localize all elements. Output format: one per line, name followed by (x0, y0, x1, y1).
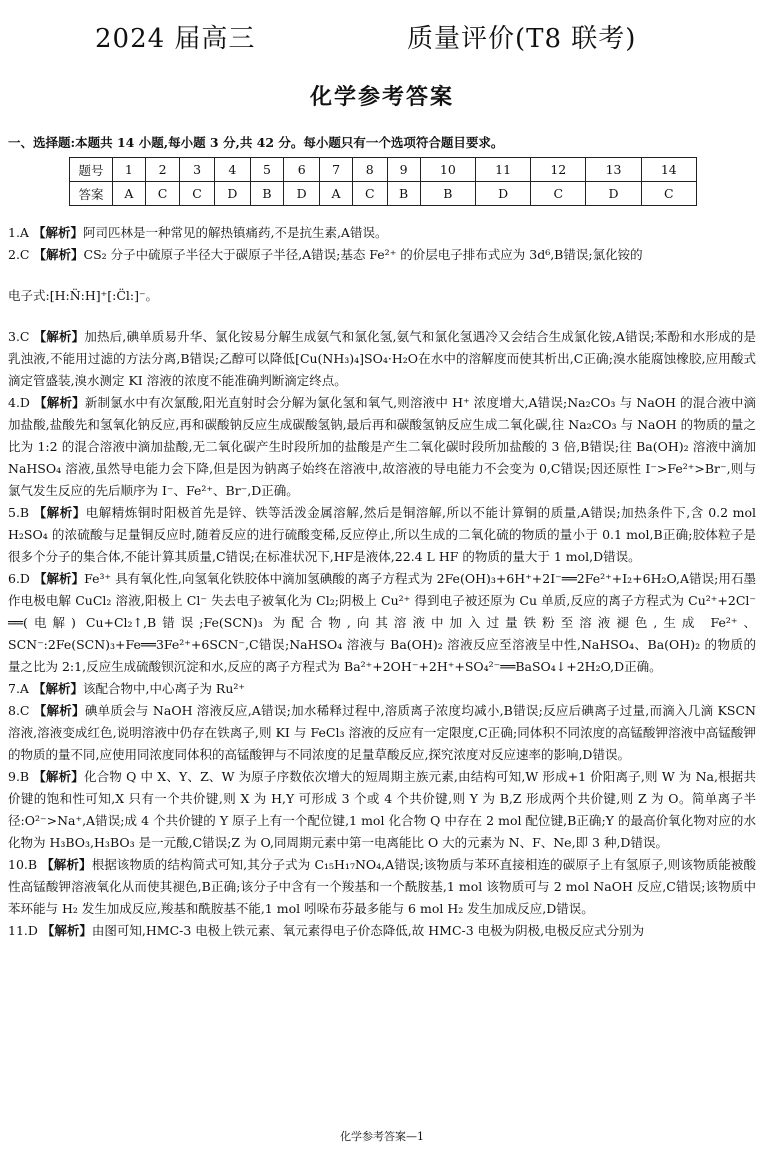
analysis-tag: 【解析】 (33, 329, 85, 344)
page-footer: 化学参考答案—1 (340, 1130, 424, 1143)
item-number: 3.C (8, 329, 30, 344)
answer-cell: D (214, 182, 250, 206)
explanation-item (8, 920, 756, 942)
explanation-text: 碘单质会与 NaOH 溶液反应,A错误;加水稀释过程中,溶质离子浓度均减小,B错误;反应后碘离子过量,而滴入几滴 KSCN 溶液,溶液变成红色,说明溶液中仍存在铁离子,则 KI 与 FeCl₃ 溶液的反应有一定限度,C正确;同体积不同浓度的高锰酸钾溶液中高锰酸钾的物质的量不同,应使用同浓度同体积的高锰酸钾与不同浓度的足量草酸反应,探究浓度对反应速率的影响,D错误。 (8, 703, 756, 762)
analysis-tag: 【解析】 (33, 703, 85, 718)
explanation-text: 新制氯水中有次氯酸,阳光直射时会分解为氯化氢和氧气,则溶液中 H⁺ 浓度增大,A错误;Na₂CO₃ 与 NaOH 的混合液中滴加盐酸,盐酸先和氢氧化钠反应,再和碳酸钠反应生成碳酸氢钠,最后再和碳酸氢钠反应生成二氧化碳,往 Na₂CO₃ 与 NaOH 的物质的量之比为 1:2 的混合溶液中滴加盐酸,无二氧化碳产生时段所加的盐酸是产生二氧化碳时段所加盐酸的 3 倍,B错误;往 Ba(OH)₂ 溶液中滴加 NaHSO₄ 溶液,虽然导电能力会下降,但是因为钠离子始终在溶液中,故溶液的导电能力不会变为 0,C错误;因还原性 I⁻>Fe²⁺>Br⁻,则与氯气发生反应的先后顺序为 I⁻、Fe²⁺、Br⁻,D正确。 (8, 395, 756, 498)
analysis-tag: 【解析】 (41, 923, 92, 938)
row-label-questions: 题号 (70, 158, 113, 182)
question-number: 5 (250, 158, 283, 182)
explanation-text: 由图可知,HMC-3 电极上铁元素、氧元素得电子价态降低,故 HMC-3 电极为阴极,电极反应式分别为 (91, 923, 645, 938)
item-number: 8.C (8, 703, 30, 718)
explanation-item (8, 244, 756, 266)
explanation-text: 电解精炼铜时阳极首先是锌、铁等活泼金属溶解,然后是铜溶解,所以不能计算铜的质量,A错误;加热条件下,含 0.2 mol H₂SO₄ 的浓硫酸与足量铜反应时,随着反应的进行硫酸变稀,反应停止,所以生成的二氧化硫的物质的量小于 0.1 mol,B正确;胶体粒子是很多个分子的集合体,不能计算其质量,C错误;在标准状况下,HF是液体,22.4 L HF 的物质的量大于 1 mol,D错误。 (8, 505, 756, 564)
answer-cell: C (352, 182, 387, 206)
explanation-text: 电子式:[H:N̈:H]⁺[:C̈l:]⁻。 (8, 288, 159, 303)
explanation-item (8, 222, 756, 244)
row-label-answers: 答案 (70, 182, 113, 206)
answer-cell: B (387, 182, 420, 206)
question-number-row (70, 158, 697, 182)
explanation-item (8, 854, 756, 920)
answer-cell: C (145, 182, 180, 206)
item-number: 9.B (8, 769, 30, 784)
question-number: 13 (586, 158, 641, 182)
page-title: 化学参考答案 (309, 84, 454, 110)
header-grade: 2024 届高三 (95, 24, 256, 54)
analysis-tag: 【解析】 (33, 505, 86, 520)
analysis-tag: 【解析】 (32, 225, 83, 240)
question-number: 1 (113, 158, 146, 182)
question-number: 11 (475, 158, 530, 182)
explanations (8, 222, 756, 942)
explanation-item (8, 502, 756, 568)
explanation-item (8, 392, 756, 502)
explanation-text: 该配合物中,中心离子为 Ru²⁺ (82, 681, 245, 696)
answer-cell: D (586, 182, 641, 206)
item-number: 4.D (8, 395, 30, 410)
analysis-tag: 【解析】 (32, 681, 83, 696)
explanation-item (8, 326, 756, 392)
answer-cell: A (320, 182, 353, 206)
question-number: 2 (145, 158, 180, 182)
answer-cell: B (250, 182, 283, 206)
answer-row (70, 182, 697, 206)
question-number: 3 (180, 158, 215, 182)
explanation-item (8, 700, 756, 766)
explanation-item (8, 568, 756, 678)
answer-cell: C (641, 182, 696, 206)
explanation-text: 阿司匹林是一种常见的解热镇痛药,不是抗生素,A错误。 (82, 225, 388, 240)
question-number: 4 (214, 158, 250, 182)
question-number: 9 (387, 158, 420, 182)
analysis-tag: 【解析】 (33, 571, 85, 586)
item-number: 5.B (8, 505, 30, 520)
answer-cell: C (531, 182, 586, 206)
analysis-tag: 【解析】 (33, 769, 84, 784)
electron-formula-line (8, 266, 756, 326)
item-number: 2.C (8, 247, 30, 262)
header-exam-name: 质量评价(T8 联考) (407, 24, 637, 54)
question-number: 12 (531, 158, 586, 182)
explanation-text: 化合物 Q 中 X、Y、Z、W 为原子序数依次增大的短周期主族元素,由结构可知,W 形成+1 价阳离子,则 W 为 Na,根据共价键的饱和性可知,X 只有一个共价键,则 X 为 H,Y 可形成 3 个或 4 个共价键,则 Y 为 B,Z 形成两个共价键,则 Z 为 O。简单离子半径:O²⁻>Na⁺,A错误;成 4 个共价键的 Y 原子上有一个配位键,1 mol 化合物 Q 中存在 2 mol 配位键,B正确;Y 的最高价氧化物对应的水化物为 H₃BO₃,H₃BO₃ 是一元酸,C错误;Z 为 O,同周期元素中第一电离能比 O 大的元素为 N、F、Ne,即 3 种,D错误。 (8, 769, 756, 850)
item-number: 11.D (8, 923, 38, 938)
item-number: 7.A (8, 681, 29, 696)
question-number: 10 (420, 158, 475, 182)
analysis-tag: 【解析】 (34, 395, 85, 410)
question-number: 7 (320, 158, 353, 182)
explanation-item (8, 766, 756, 854)
answer-cell: D (284, 182, 320, 206)
question-number: 6 (284, 158, 320, 182)
answer-cell: B (420, 182, 475, 206)
explanation-text: Fe³⁺ 具有氧化性,向氢氧化铁胶体中滴加氢碘酸的离子方程式为 2Fe(OH)₃+6H⁺+2I⁻══2Fe²⁺+I₂+6H₂O,A错误;用石墨作电极电解 CuCl₂ 溶液,阳极上 Cl⁻ 失去电子被氧化为 Cl₂;阴极上 Cu²⁺ 得到电子被还原为 Cu 单质,反应的离子方程式为 Cu²⁺+2Cl⁻ ══(电解) Cu+Cl₂↑,B错误;Fe(SCN)₃ 为配合物,向其溶液中加入过量铁粉至溶液褪色,生成 Fe²⁺、SCN⁻:2Fe(SCN)₃+Fe══3Fe²⁺+6SCN⁻,C错误;NaHSO₄ 溶液与 Ba(OH)₂ 溶液反应至溶液呈中性,NaHSO₄、Ba(OH)₂ 的物质的量之比为 2:1,反应生成硫酸钡沉淀和水,反应的离子方程式为 Ba²⁺+2OH⁻+2H⁺+SO₄²⁻══BaSO₄↓+2H₂O,D正确。 (8, 571, 756, 674)
explanation-text: CS₂ 分子中硫原子半径大于碳原子半径,A错误;基态 Fe²⁺ 的价层电子排布式应为 3d⁶,B错误;氯化铵的 (83, 247, 643, 262)
section-heading: 一、选择题:本题共 14 小题,每小题 3 分,共 42 分。每小题只有一个选项符合题目要求。 (8, 135, 504, 150)
question-number: 8 (352, 158, 387, 182)
analysis-tag: 【解析】 (33, 247, 84, 262)
answer-cell: D (475, 182, 530, 206)
explanation-text: 加热后,碘单质易升华、氯化铵易分解生成氨气和氯化氢,氨气和氯化氢遇冷又会结合生成氯化铵,A错误;苯酚和水形成的是乳浊液,不能用过滤的方法分离,B错误;乙醇可以降低[Cu(NH₃)₄]SO₄·H₂O在水中的溶解度而使其析出,C正确;溴水能腐蚀橡胶,应用酸式滴定管盛装,溴水测定 KI 溶液的浓度不能准确判断滴定终点。 (8, 329, 756, 388)
explanation-item (8, 678, 756, 700)
analysis-tag: 【解析】 (41, 857, 92, 872)
item-number: 1.A (8, 225, 29, 240)
question-number: 14 (641, 158, 696, 182)
answer-cell: C (180, 182, 215, 206)
answer-cell: A (113, 182, 146, 206)
answer-table (69, 157, 697, 206)
explanation-text: 根据该物质的结构简式可知,其分子式为 C₁₅H₁₇NO₄,A错误;该物质与苯环直接相连的碳原子上有氢原子,则该物质能被酸性高锰酸钾溶液氧化从而使其褪色,B正确;该分子中含有一个羧基和一个酰胺基,1 mol 该物质可与 2 mol NaOH 反应,C错误;该物质中苯环能与 H₂ 发生加成反应,羧基和酰胺基不能,1 mol 吲哚布芬最多能与 6 mol H₂ 发生加成反应,D错误。 (8, 857, 756, 916)
item-number: 6.D (8, 571, 30, 586)
item-number: 10.B (8, 857, 38, 872)
